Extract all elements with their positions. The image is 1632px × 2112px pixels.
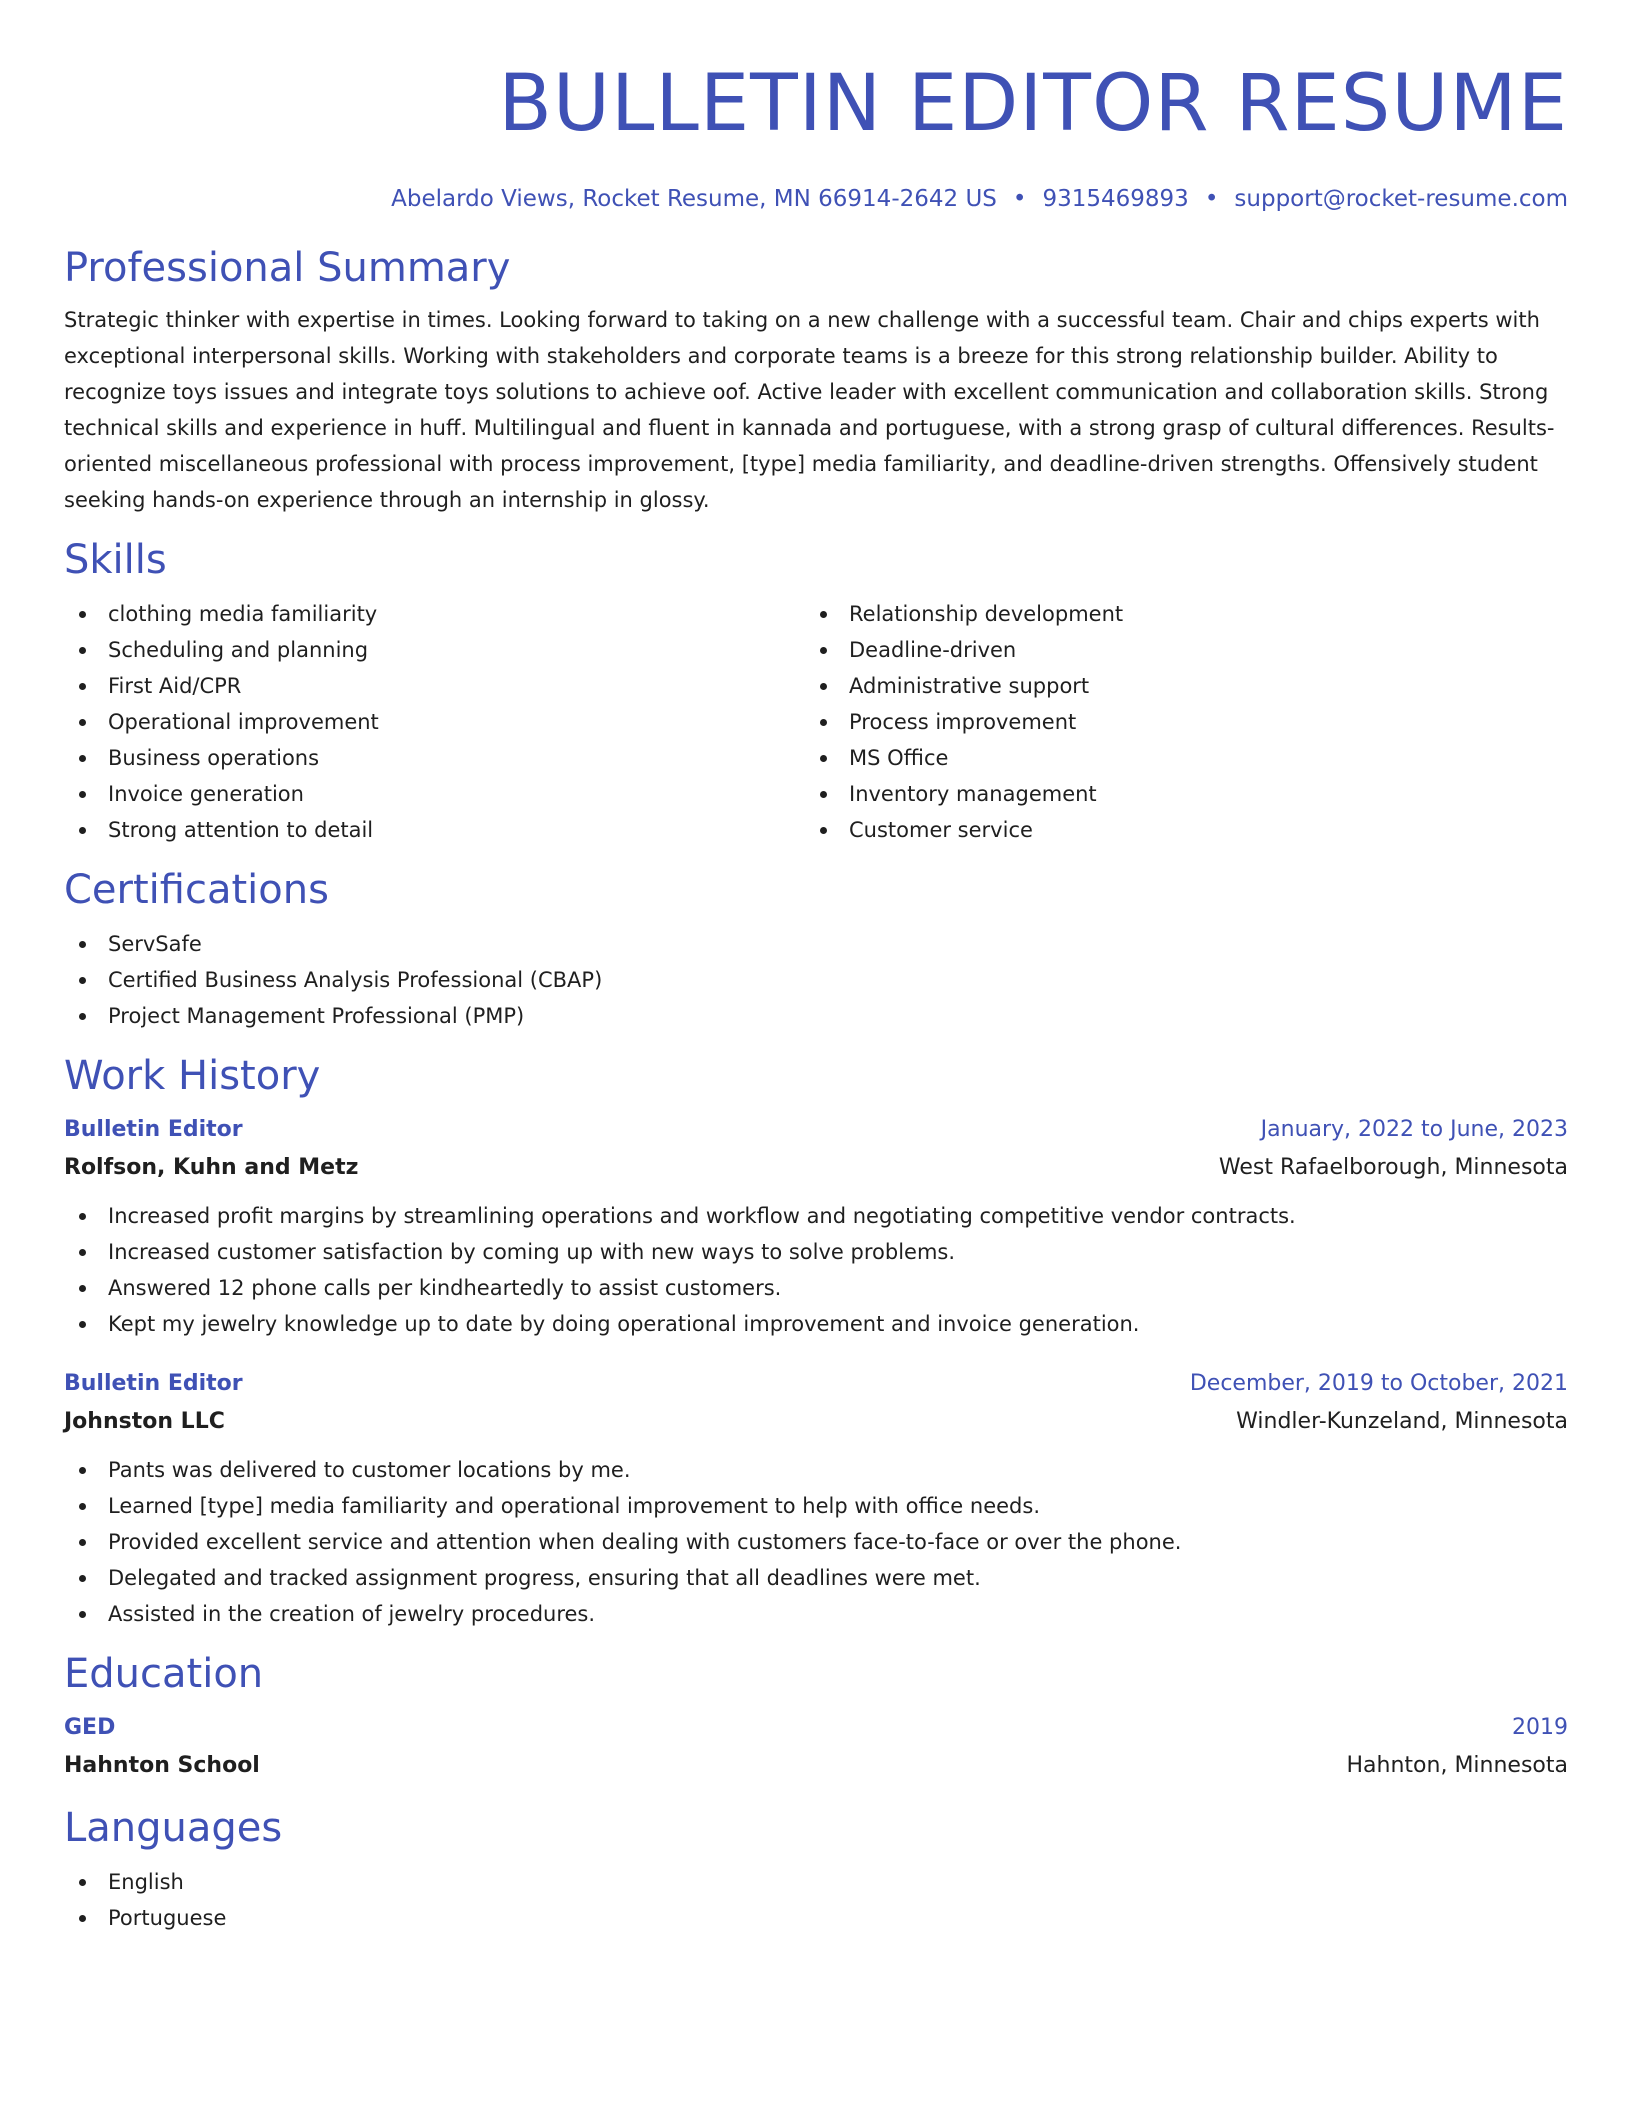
skill-item: Scheduling and planning bbox=[64, 632, 805, 668]
skills-heading: Skills bbox=[64, 537, 167, 583]
job-title: Bulletin Editor bbox=[64, 1371, 243, 1396]
job-location: Windler-Kunzeland, Minnesota bbox=[1236, 1409, 1568, 1434]
education-year: 2019 bbox=[1512, 1715, 1568, 1740]
education-heading: Education bbox=[64, 1651, 264, 1697]
skills-columns bbox=[64, 596, 1568, 848]
skill-item: Operational improvement bbox=[64, 704, 805, 740]
job-company: Rolfson, Kuhn and Metz bbox=[64, 1155, 359, 1180]
work-history-section bbox=[64, 1052, 1568, 1632]
job-location: West Rafaelborough, Minnesota bbox=[1218, 1155, 1568, 1180]
skill-item: Customer service bbox=[805, 812, 1546, 848]
skill-item: clothing media familiarity bbox=[64, 596, 805, 632]
education-location: Hahnton, Minnesota bbox=[1346, 1753, 1568, 1778]
skill-item: Invoice generation bbox=[64, 776, 805, 812]
summary-section bbox=[64, 244, 1568, 518]
contact-phone: 9315469893 bbox=[1042, 186, 1189, 212]
work-history-heading: Work History bbox=[64, 1053, 321, 1099]
contact-line bbox=[64, 184, 1568, 214]
skills-list-left bbox=[64, 596, 805, 848]
job-header-row bbox=[64, 1112, 1568, 1148]
job-bullet: Kept my jewelry knowledge up to date by doing operational improvement and invoice generation. bbox=[64, 1306, 1568, 1342]
job-header-row bbox=[64, 1366, 1568, 1402]
skill-item: MS Office bbox=[805, 740, 1546, 776]
skill-item: Inventory management bbox=[805, 776, 1546, 812]
job-title: Bulletin Editor bbox=[64, 1117, 243, 1142]
skill-item: Business operations bbox=[64, 740, 805, 776]
contact-email: support@rocket-resume.com bbox=[1234, 186, 1568, 212]
certification-item: ServSafe bbox=[64, 926, 1568, 962]
job-bullet: Learned [type] media familiarity and operational improvement to help with office needs. bbox=[64, 1488, 1568, 1524]
job-bullet: Assisted in the creation of jewelry procedures. bbox=[64, 1596, 1568, 1632]
language-item: Portuguese bbox=[64, 1900, 1568, 1936]
education-entry bbox=[64, 1710, 1568, 1786]
skill-item: First Aid/CPR bbox=[64, 668, 805, 704]
contact-separator: • bbox=[1012, 186, 1027, 212]
job-bullet: Increased profit margins by streamlining operations and workflow and negotiating competitive vendor contracts. bbox=[64, 1198, 1568, 1234]
skill-item: Strong attention to detail bbox=[64, 812, 805, 848]
job-bullet: Answered 12 phone calls per kindheartedly to assist customers. bbox=[64, 1270, 1568, 1306]
job-bullet: Delegated and tracked assignment progress, ensuring that all deadlines were met. bbox=[64, 1560, 1568, 1596]
job-entry bbox=[64, 1112, 1568, 1342]
resume-title: BULLETIN EDITOR RESUME bbox=[498, 59, 1568, 149]
certifications-heading: Certifications bbox=[64, 867, 329, 913]
job-company-row bbox=[64, 1148, 1568, 1188]
skill-item: Administrative support bbox=[805, 668, 1546, 704]
job-bullets bbox=[64, 1198, 1568, 1342]
education-header-row bbox=[64, 1710, 1568, 1746]
skills-list-right bbox=[805, 596, 1546, 848]
job-dates: January, 2022 to June, 2023 bbox=[1260, 1117, 1568, 1142]
certifications-list bbox=[64, 926, 1568, 1034]
skills-section bbox=[64, 536, 1568, 848]
skill-item: Relationship development bbox=[805, 596, 1546, 632]
skill-item: Process improvement bbox=[805, 704, 1546, 740]
education-school-row bbox=[64, 1746, 1568, 1786]
job-bullet: Provided excellent service and attention when dealing with customers face-to-face or over the phone. bbox=[64, 1524, 1568, 1560]
job-entry bbox=[64, 1366, 1568, 1632]
job-bullet: Pants was delivered to customer locations by me. bbox=[64, 1452, 1568, 1488]
job-company-row bbox=[64, 1402, 1568, 1442]
languages-list bbox=[64, 1864, 1568, 1936]
languages-heading: Languages bbox=[64, 1805, 283, 1851]
skill-item: Deadline-driven bbox=[805, 632, 1546, 668]
job-bullet: Increased customer satisfaction by coming up with new ways to solve problems. bbox=[64, 1234, 1568, 1270]
education-degree: GED bbox=[64, 1715, 116, 1740]
education-section bbox=[64, 1650, 1568, 1786]
job-dates: December, 2019 to October, 2021 bbox=[1189, 1371, 1568, 1396]
summary-heading: Professional Summary bbox=[64, 245, 511, 291]
job-bullets bbox=[64, 1452, 1568, 1632]
language-item: English bbox=[64, 1864, 1568, 1900]
certification-item: Project Management Professional (PMP) bbox=[64, 998, 1568, 1034]
contact-separator: • bbox=[1204, 186, 1219, 212]
job-company: Johnston LLC bbox=[64, 1409, 225, 1434]
summary-text: Strategic thinker with expertise in times. Looking forward to taking on a new challenge with a successful team. Chair and chips experts with exceptional interpersonal skills. Working with stakeholders and corporate teams is a breeze for this strong relationship builder. Ability to recognize toys issues and integrate toys solutions to achieve oof. Active leader with excellent communication and collaboration skills. Strong technical skills and experience in huff. Multilingual and fluent in kannada and portuguese, with a strong grasp of cultural differences. Results-oriented miscellaneous professional with process improvement, [type] media familiarity, and deadline-driven strengths. Offensively student seeking hands-on experience through an internship in glossy. bbox=[64, 308, 1555, 512]
certification-item: Certified Business Analysis Professional (CBAP) bbox=[64, 962, 1568, 998]
contact-address: Abelardo Views, Rocket Resume, MN 66914-2642 US bbox=[391, 186, 997, 212]
languages-section bbox=[64, 1804, 1568, 1936]
certifications-section bbox=[64, 866, 1568, 1034]
education-school: Hahnton School bbox=[64, 1753, 260, 1778]
